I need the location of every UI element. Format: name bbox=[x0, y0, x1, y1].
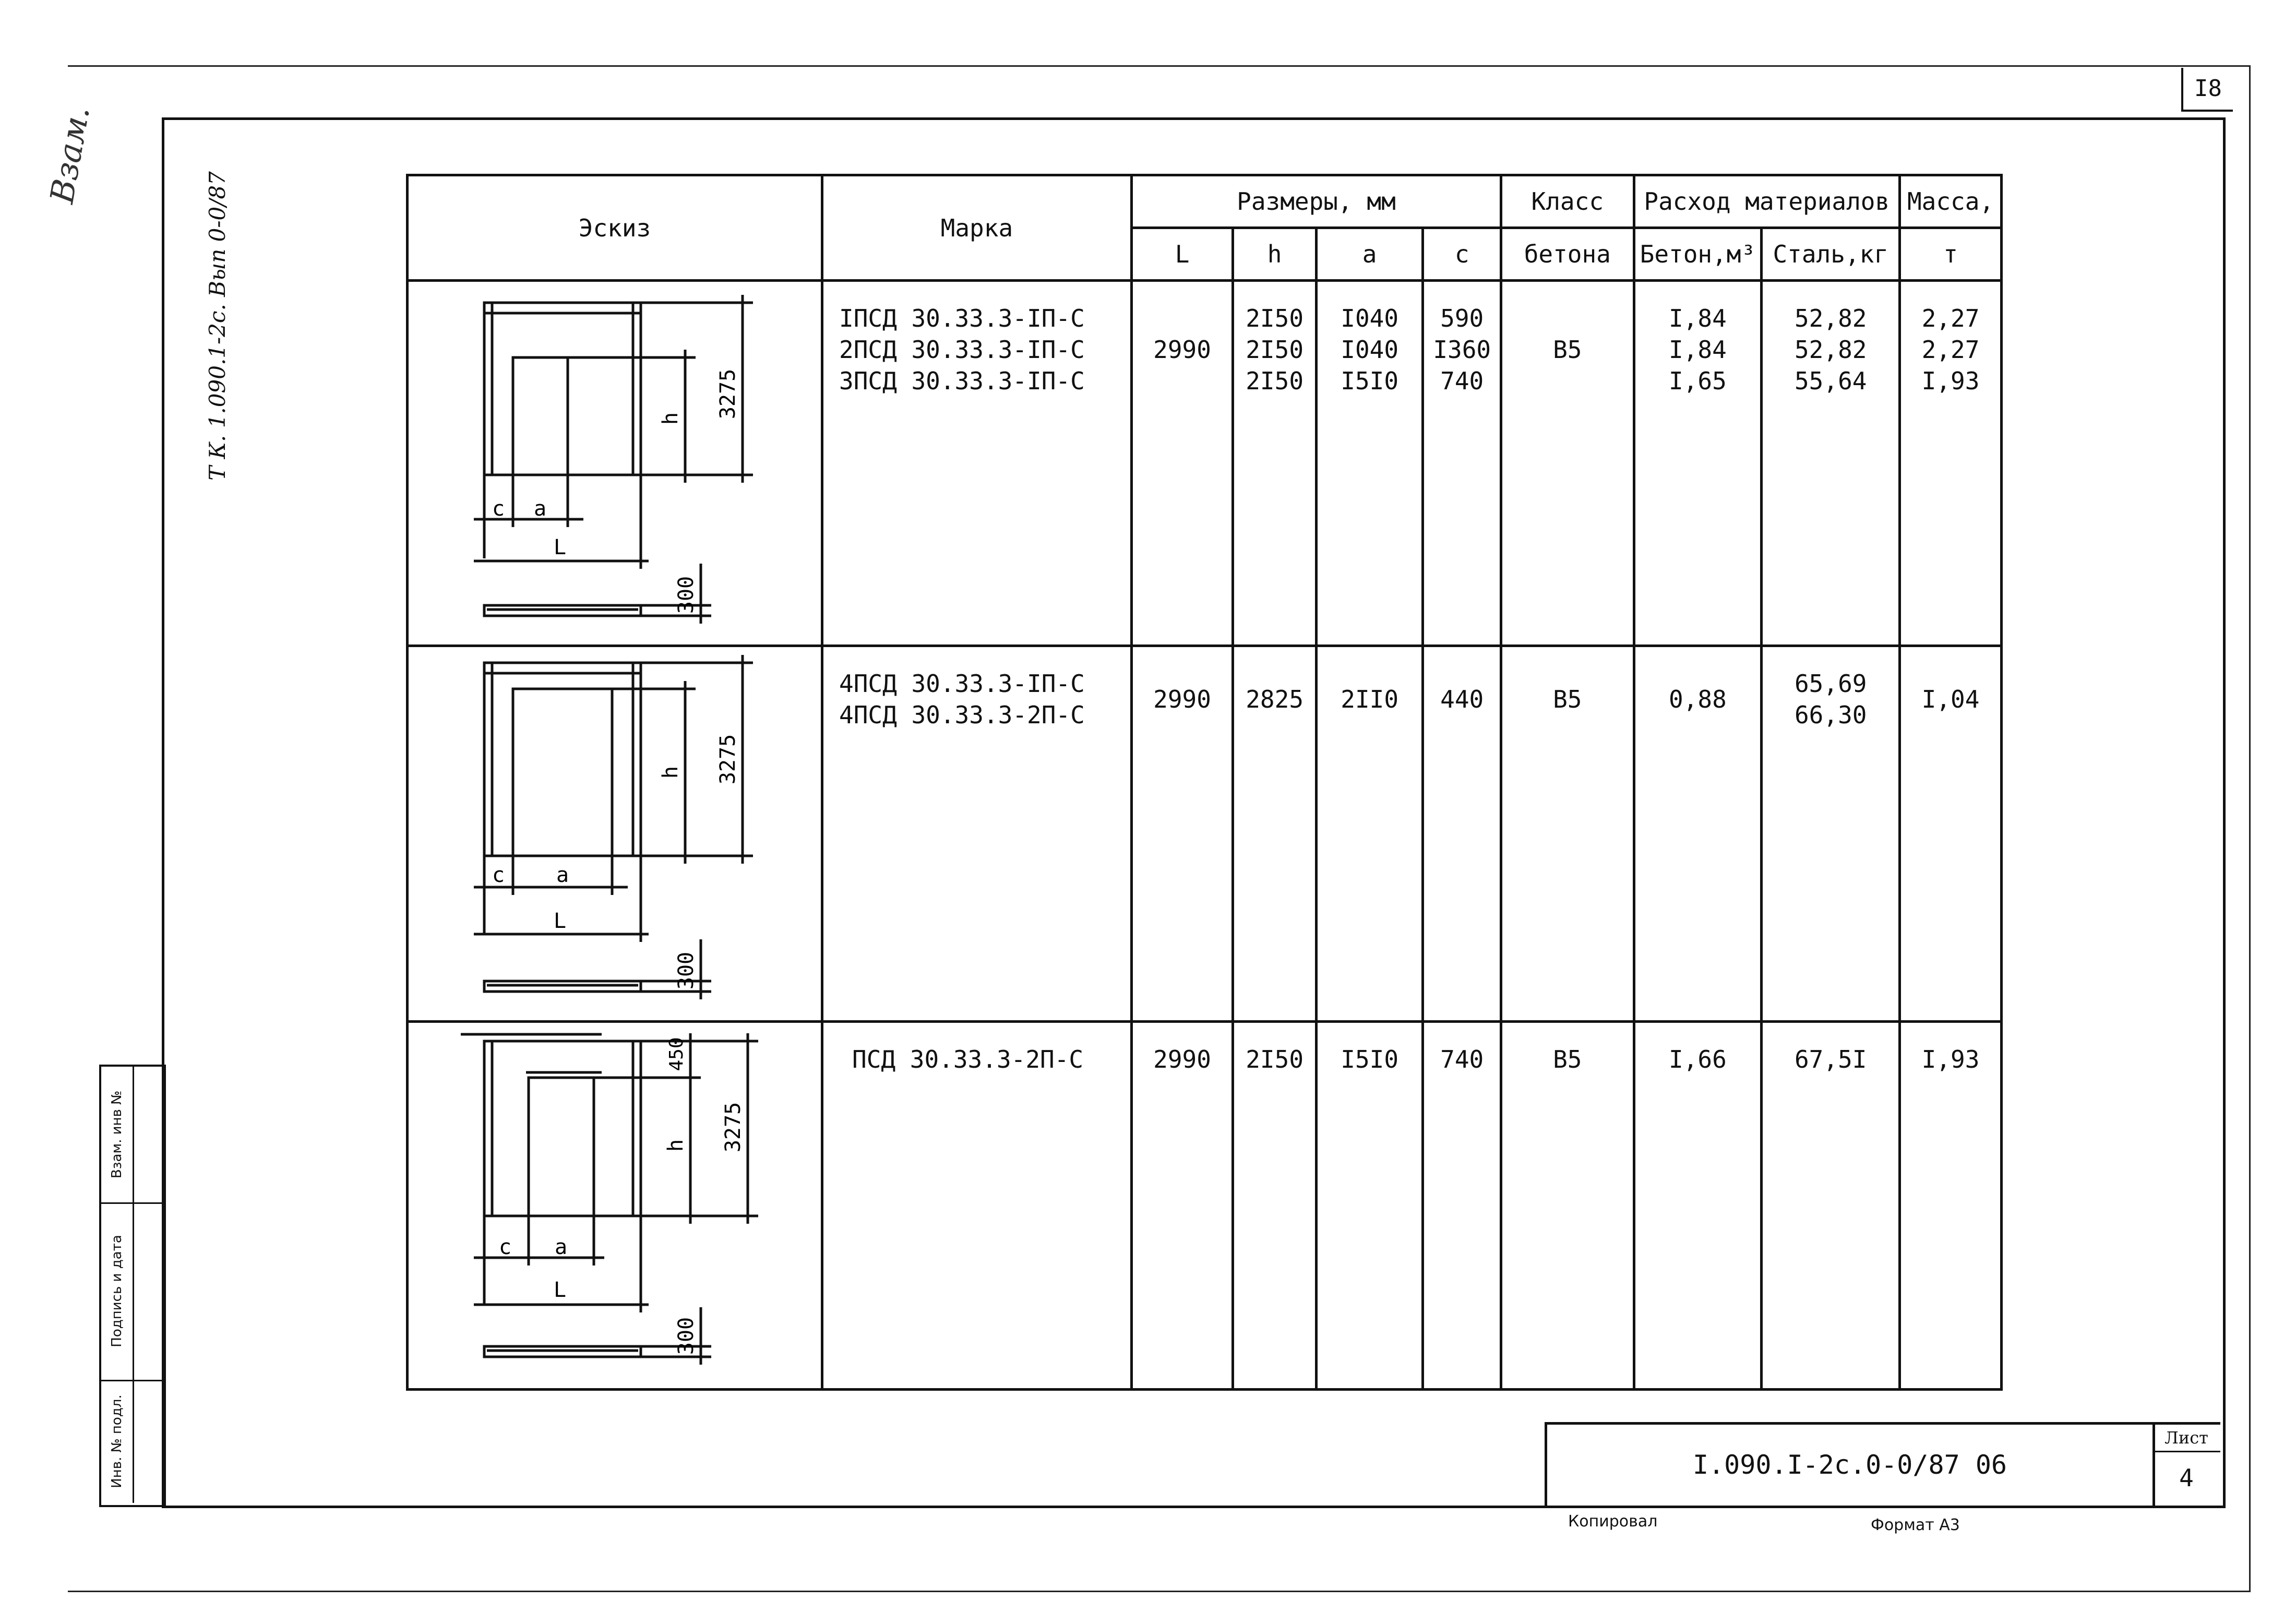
concrete: 0,88 bbox=[1634, 646, 1762, 1022]
side-stamp-label: Подпись и дата bbox=[109, 1235, 125, 1347]
header-sketch: Эскиз bbox=[408, 175, 822, 281]
concrete: I,84 bbox=[1669, 336, 1727, 364]
dim-c: 740 bbox=[1440, 367, 1484, 395]
concrete-cell bbox=[1634, 281, 1762, 646]
steel: 55,64 bbox=[1794, 367, 1867, 395]
steel-cell bbox=[1762, 646, 1900, 1022]
header-mass-top: Масса, bbox=[1900, 175, 2002, 228]
sketch-height-label: 3275 bbox=[721, 1102, 745, 1153]
side-stamp-label: Инв. № подл. bbox=[109, 1394, 125, 1488]
mass: I,93 bbox=[1921, 367, 1980, 395]
sketch-cell bbox=[408, 646, 822, 1022]
concrete: I,84 bbox=[1669, 304, 1727, 332]
mark-cell bbox=[822, 281, 1132, 646]
side-document-code: Т К. 1.090.1-2с. Вып 0-0/87 bbox=[204, 171, 230, 481]
copied-by-label: Копировал bbox=[1568, 1512, 1658, 1531]
dim-a: I5I0 bbox=[1316, 1022, 1422, 1390]
mark-cell bbox=[822, 1022, 1132, 1390]
sketch-c-label: c bbox=[498, 1235, 512, 1259]
mass: I,93 bbox=[1900, 1022, 2002, 1390]
dim-a-cell bbox=[1316, 281, 1422, 646]
sketch-a-label: a bbox=[533, 497, 547, 521]
sketch-height-label: 3275 bbox=[716, 734, 740, 785]
sketch-t-label: 300 bbox=[674, 1317, 698, 1355]
sketch-L-label: L bbox=[553, 535, 567, 559]
handwritten-signature: Взам. bbox=[42, 103, 97, 207]
header-concrete: Бетон,м³ bbox=[1634, 228, 1762, 281]
dim-h: 2825 bbox=[1233, 646, 1317, 1022]
sketch-top-label: 450 bbox=[666, 1037, 687, 1071]
side-stamp-cell bbox=[101, 1067, 164, 1204]
header-h: h bbox=[1233, 228, 1317, 281]
sketch-c-label: c bbox=[492, 497, 505, 521]
header-materials: Расход материалов bbox=[1634, 175, 1900, 228]
concrete-class: В5 bbox=[1501, 1022, 1634, 1390]
dim-c-cell bbox=[1423, 281, 1501, 646]
title-stamp bbox=[1545, 1422, 2220, 1506]
side-stamp bbox=[99, 1065, 166, 1507]
sketch-a-label: a bbox=[554, 1235, 568, 1259]
steel-cell bbox=[1762, 281, 1900, 646]
table-row bbox=[408, 646, 2002, 1022]
panel-sketch bbox=[409, 282, 821, 642]
panel-sketch bbox=[409, 647, 821, 1018]
dim-L: 2990 bbox=[1131, 1022, 1233, 1390]
concrete-class: В5 bbox=[1501, 281, 1634, 646]
mark-cell bbox=[822, 646, 1132, 1022]
header-mark: Марка bbox=[822, 175, 1132, 281]
mark: 4ПСД 30.33.3-2П-С bbox=[839, 701, 1085, 729]
sketch-cell bbox=[408, 1022, 822, 1390]
dim-a: 2II0 bbox=[1316, 646, 1422, 1022]
sketch-t-label: 300 bbox=[674, 576, 698, 614]
steel: 67,5I bbox=[1762, 1022, 1900, 1390]
header-L: L bbox=[1131, 228, 1233, 281]
dim-c: 590 bbox=[1440, 304, 1484, 332]
sketch-L-label: L bbox=[553, 909, 567, 933]
sketch-height-label: 3275 bbox=[716, 368, 740, 420]
sketch-L-label: L bbox=[553, 1278, 567, 1302]
sketch-t-label: 300 bbox=[674, 951, 698, 990]
dim-a: I040 bbox=[1341, 336, 1399, 364]
sketch-cell bbox=[408, 281, 822, 646]
mark: 3ПСД 30.33.3-IП-С bbox=[839, 367, 1085, 395]
sketch-c-label: c bbox=[492, 863, 505, 887]
dim-h: 2I50 bbox=[1233, 1022, 1317, 1390]
dim-a: I040 bbox=[1341, 304, 1399, 332]
mass: 2,27 bbox=[1921, 304, 1980, 332]
header-a: a bbox=[1316, 228, 1422, 281]
mark: ПСД 30.33.3-2П-С bbox=[852, 1045, 1084, 1073]
header-steel: Сталь,кг bbox=[1762, 228, 1900, 281]
mark: IПСД 30.33.3-IП-С bbox=[839, 304, 1085, 332]
sketch-h-label: h bbox=[664, 1139, 688, 1152]
sketch-a-label: a bbox=[556, 863, 569, 887]
sketch-h-label: h bbox=[659, 412, 683, 425]
dim-h: 2I50 bbox=[1246, 336, 1304, 364]
header-c: c bbox=[1423, 228, 1501, 281]
concrete: I,66 bbox=[1634, 1022, 1762, 1390]
mass: 2,27 bbox=[1921, 336, 1980, 364]
format-label: Формат А3 bbox=[1871, 1516, 1960, 1534]
mark: 4ПСД 30.33.3-IП-С bbox=[839, 670, 1085, 698]
dim-c: I360 bbox=[1433, 336, 1491, 364]
dim-L: 2990 bbox=[1131, 281, 1233, 646]
concrete-class: В5 bbox=[1501, 646, 1634, 1022]
side-stamp-label: Взам. инв № bbox=[109, 1090, 125, 1179]
header-class-top: Класс bbox=[1501, 175, 1634, 228]
mass: I,04 bbox=[1900, 646, 2002, 1022]
table-row bbox=[408, 1022, 2002, 1390]
dim-L: 2990 bbox=[1131, 646, 1233, 1022]
mass-cell bbox=[1900, 281, 2002, 646]
dim-h: 2I50 bbox=[1246, 367, 1304, 395]
side-stamp-cell bbox=[101, 1202, 164, 1381]
specification-table bbox=[406, 174, 2003, 1391]
document-code: I.090.I-2с.0-0/87 06 bbox=[1547, 1425, 2155, 1506]
header-class-bottom: бетона bbox=[1501, 228, 1634, 281]
steel: 65,69 bbox=[1794, 670, 1867, 698]
dim-h-cell bbox=[1233, 281, 1317, 646]
sheet-number: 4 bbox=[2179, 1464, 2194, 1492]
concrete: I,65 bbox=[1669, 367, 1727, 395]
dim-a: I5I0 bbox=[1341, 367, 1399, 395]
dim-h: 2I50 bbox=[1246, 304, 1304, 332]
steel: 52,82 bbox=[1794, 336, 1867, 364]
page-number: I8 bbox=[2181, 68, 2233, 112]
dim-c: 440 bbox=[1423, 646, 1501, 1022]
sheet-label: Лист bbox=[2152, 1425, 2220, 1452]
panel-sketch bbox=[409, 1023, 821, 1388]
header-mass-bottom: т bbox=[1900, 228, 2002, 281]
mark: 2ПСД 30.33.3-IП-С bbox=[839, 336, 1085, 364]
steel: 52,82 bbox=[1794, 304, 1867, 332]
header-dimensions: Размеры, мм bbox=[1131, 175, 1501, 228]
dim-c: 740 bbox=[1423, 1022, 1501, 1390]
side-stamp-cell bbox=[101, 1380, 164, 1503]
steel: 66,30 bbox=[1794, 701, 1867, 729]
table-row bbox=[408, 281, 2002, 646]
sketch-h-label: h bbox=[659, 766, 683, 779]
